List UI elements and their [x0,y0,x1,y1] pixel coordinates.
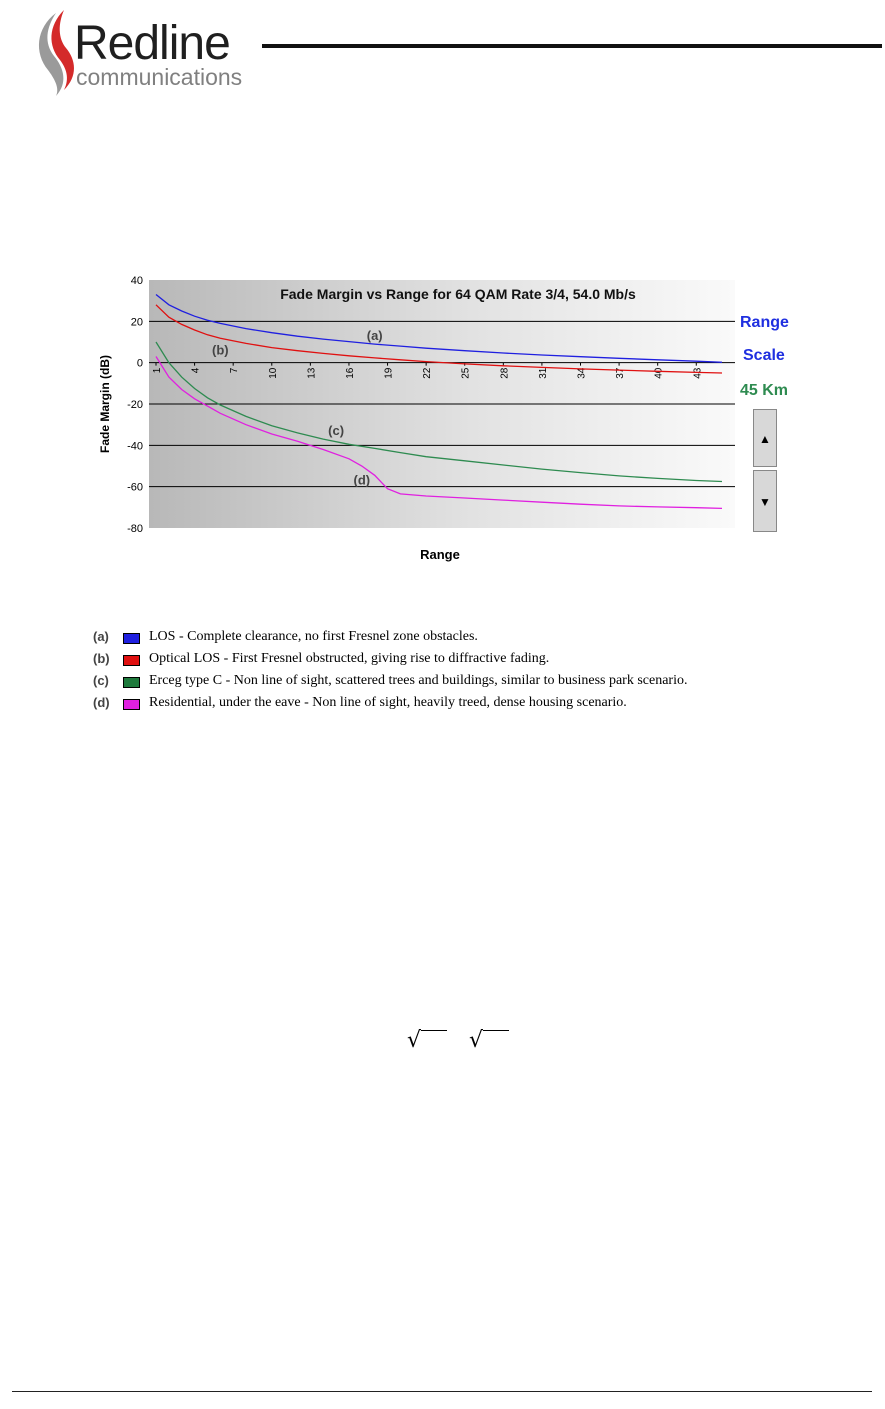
x-tick-label: 25 [460,367,472,379]
scale-down-button[interactable] [753,470,777,532]
x-tick-label: 37 [615,367,627,379]
x-tick-label: 22 [422,367,434,379]
arrow-up-icon: ▲ [759,432,771,446]
legend-tag: (c) [93,673,109,688]
chart-legend [93,629,853,717]
sqrt-bar [421,1030,447,1031]
x-tick-label: 10 [267,367,279,379]
legend-text: Erceg type C - Non line of sight, scattered trees and buildings, similar to business park scenario. [149,673,688,688]
x-tick-label: 31 [537,367,549,379]
legend-swatch [123,699,140,710]
y-tick-label: -80 [127,523,143,535]
arrow-down-icon: ▼ [759,495,771,509]
brand-name: Redline [74,17,230,70]
legend-swatch [123,655,140,666]
y-tick-label: 0 [136,357,143,370]
legend-tag: (d) [93,695,110,710]
scale-up-button[interactable] [753,409,777,467]
x-tick-label: 19 [383,367,395,379]
legend-tag: (a) [93,629,109,644]
y-tick-label: -20 [127,399,143,411]
sqrt-symbol: √ [407,1028,422,1053]
distance-label: 45 Km [740,382,789,399]
redline-logo [26,8,266,98]
chart-title: Fade Margin vs Range for 64 QAM Rate 3/4, 54.0 Mb/s [280,286,636,302]
y-tick-label: -40 [127,440,143,453]
y-tick-label: 20 [130,316,143,329]
y-tick-label: -60 [127,481,143,494]
legend-text: LOS - Complete clearance, no first Fresnel zone obstacles. [149,629,478,644]
fade-margin-chart [90,264,735,574]
footer-rule [12,1391,872,1392]
legend-item [93,651,853,673]
legend-tag: (b) [93,651,110,666]
x-tick-label: 16 [344,367,356,379]
y-axis-label: Fade Margin (dB) [98,355,112,453]
legend-text: Residential, under the eave - Non line of sight, heavily treed, dense housing scenario. [149,695,627,710]
x-tick-label: 43 [692,367,704,379]
x-tick-label: 34 [576,367,588,379]
x-tick-label: 40 [653,367,665,379]
series-label: (d) [353,472,371,488]
x-axis-label: Range [420,547,460,562]
x-tick-label: 4 [190,367,202,374]
y-tick-label: 40 [130,275,143,287]
header-rule [262,44,882,48]
x-tick-label: 28 [499,367,511,379]
series-label: (a) [366,327,383,343]
x-tick-label: 1 [152,367,163,374]
series-label: (c) [328,422,345,438]
legend-text: Optical LOS - First Fresnel obstructed, giving rise to diffractive fading. [149,651,550,666]
x-tick-label: 7 [229,367,241,374]
sqrt-symbol: √ [469,1028,484,1053]
legend-swatch [123,677,140,688]
legend-item [93,629,853,651]
range-label: Range [740,314,789,331]
brand-subtitle: communications [76,64,243,90]
series-label: (b) [212,342,229,358]
legend-swatch [123,633,140,644]
legend-item [93,695,853,717]
scale-label: Scale [743,347,785,364]
x-tick-label: 13 [306,367,318,379]
sqrt-bar [483,1030,509,1031]
legend-item [93,673,853,695]
